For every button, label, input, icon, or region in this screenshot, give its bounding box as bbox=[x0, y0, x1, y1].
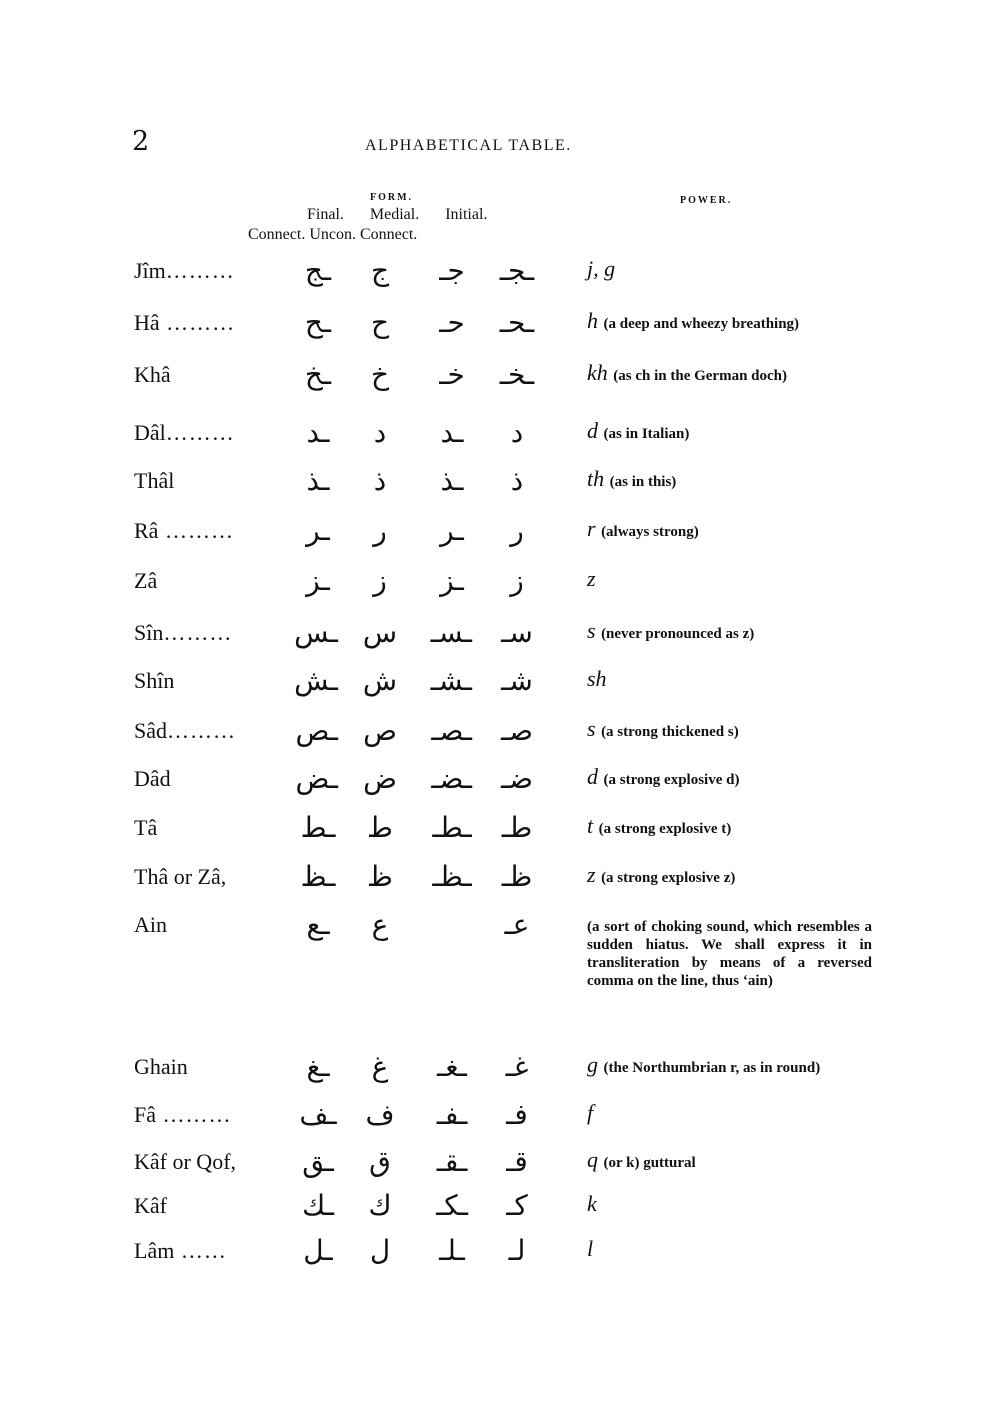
power-note: (as ch in the German doch) bbox=[613, 368, 788, 384]
power-description bbox=[587, 716, 872, 741]
medial-form: ـغـ bbox=[437, 1050, 467, 1083]
form-label: FORM. bbox=[370, 192, 414, 203]
final-connect-form: ـد bbox=[306, 416, 330, 449]
letter-name bbox=[134, 258, 235, 284]
final-connect-form: ـش bbox=[294, 664, 338, 697]
power-symbol: s bbox=[587, 618, 602, 643]
medial-form: جـ bbox=[439, 254, 465, 287]
final-connect-form: ـظ bbox=[300, 860, 336, 893]
leader-dots: ……… bbox=[165, 420, 235, 445]
letter-name bbox=[134, 362, 171, 388]
power-description bbox=[587, 1191, 872, 1216]
running-head: ALPHABETICAL TABLE. bbox=[365, 137, 572, 154]
letter-name bbox=[134, 620, 232, 646]
letter-name bbox=[134, 1054, 188, 1080]
leader-dots: ……… bbox=[159, 310, 236, 335]
letter-name bbox=[134, 718, 236, 744]
power-label: POWER. bbox=[680, 195, 733, 206]
final-connect-form: ـس bbox=[294, 616, 338, 649]
power-note: (a deep and wheezy breathing) bbox=[603, 316, 800, 332]
final-connect-form: ـج bbox=[304, 254, 332, 287]
letter-name-text: Tâ bbox=[134, 815, 158, 840]
letter-name bbox=[134, 912, 167, 938]
initial-form: ظـ bbox=[501, 860, 533, 893]
initial-form: ضـ bbox=[501, 762, 533, 795]
final-connect-form: ـف bbox=[299, 1098, 337, 1131]
power-description bbox=[587, 256, 872, 281]
power-description bbox=[587, 618, 872, 643]
letter-name-text: Shîn bbox=[134, 668, 175, 693]
final-uncon-form: ق bbox=[369, 1145, 391, 1178]
final-uncon-form: ل bbox=[369, 1234, 391, 1267]
power-description bbox=[587, 466, 872, 491]
final-uncon-form: ك bbox=[368, 1189, 392, 1222]
power-symbol: sh bbox=[587, 666, 607, 691]
power-description bbox=[587, 813, 872, 838]
initial-form: كـ bbox=[506, 1189, 528, 1222]
final-uncon-form: ص bbox=[363, 714, 397, 747]
letter-name-text: Jîm bbox=[134, 258, 166, 283]
final-connect-form: ـل bbox=[303, 1234, 333, 1267]
final-connect-form: ـر bbox=[306, 514, 330, 547]
final-uncon-form: س bbox=[362, 616, 398, 649]
initial-form: لـ bbox=[508, 1234, 526, 1267]
letter-name bbox=[134, 518, 234, 544]
power-symbol: th bbox=[587, 466, 610, 491]
final-uncon-form: ط bbox=[367, 811, 393, 844]
power-note: (a strong thickened s) bbox=[601, 724, 739, 740]
power-description bbox=[587, 1147, 872, 1172]
final-uncon-form: د bbox=[373, 416, 387, 449]
letter-name bbox=[134, 420, 235, 446]
power-symbol: k bbox=[587, 1191, 597, 1216]
letter-name bbox=[134, 668, 174, 694]
power-description bbox=[587, 1236, 872, 1261]
final-uncon-form: ع bbox=[371, 908, 389, 941]
power-note: (as in this) bbox=[609, 474, 677, 490]
power-symbol: j, g bbox=[587, 256, 616, 281]
final-uncon-form: ش bbox=[362, 664, 398, 697]
initial-form: ذ bbox=[510, 464, 524, 497]
letter-name-text: Fâ bbox=[134, 1102, 156, 1127]
power-symbol: s bbox=[587, 716, 602, 741]
medial-form: ـر bbox=[440, 514, 464, 547]
initial-form: ـحـ bbox=[499, 306, 535, 339]
power-note: (the Northumbrian r, as in round) bbox=[603, 1060, 821, 1076]
initial-form: غـ bbox=[505, 1050, 529, 1083]
letter-name bbox=[134, 568, 157, 594]
final-connect-form: ـط bbox=[300, 811, 336, 844]
power-symbol: g bbox=[587, 1052, 604, 1077]
power-description bbox=[587, 1052, 872, 1077]
power-description bbox=[587, 918, 872, 990]
letter-name-text: Lâm bbox=[134, 1238, 175, 1263]
letter-name-text: Zâ bbox=[134, 568, 158, 593]
power-symbol: r bbox=[587, 516, 602, 541]
letter-name bbox=[134, 468, 174, 494]
letter-name-text: Khâ bbox=[134, 362, 171, 387]
final-uncon-form: ذ bbox=[373, 464, 387, 497]
letter-name-text: Kâf or Qof, bbox=[134, 1149, 237, 1174]
power-description bbox=[587, 1100, 872, 1125]
letter-name-text: Dâl bbox=[134, 420, 166, 445]
medial-form: خـ bbox=[439, 358, 465, 391]
final-connect-form: ـص bbox=[295, 714, 338, 747]
letter-name-text: Kâf bbox=[134, 1193, 167, 1218]
leader-dots: …… bbox=[174, 1238, 227, 1263]
initial-form: صـ bbox=[501, 714, 533, 747]
initial-form: عـ bbox=[504, 908, 530, 941]
letter-name-text: Sîn bbox=[134, 620, 164, 645]
initial-form: فـ bbox=[506, 1098, 528, 1131]
medial-form: ـضـ bbox=[431, 762, 472, 795]
letter-name-text: Thâl bbox=[134, 468, 175, 493]
initial-form: ـجـ bbox=[499, 254, 535, 287]
power-description bbox=[587, 516, 872, 541]
final-uncon-form: ر bbox=[373, 514, 387, 547]
final-connect-form: ـك bbox=[302, 1189, 334, 1222]
power-note: (a strong explosive t) bbox=[598, 821, 732, 837]
leader-dots: ……… bbox=[167, 718, 236, 743]
column-subhead-bottom: Connect. Uncon. Connect. bbox=[248, 226, 418, 243]
initial-form: شـ bbox=[501, 664, 533, 697]
power-note: (a strong explosive d) bbox=[603, 772, 740, 788]
letter-name-text: Sâd bbox=[134, 718, 167, 743]
power-description bbox=[587, 360, 872, 385]
power-symbol: q bbox=[587, 1147, 604, 1172]
power-symbol: d bbox=[587, 764, 604, 789]
power-symbol: t bbox=[587, 813, 599, 838]
final-uncon-form: غ bbox=[371, 1050, 389, 1083]
medial-form: ـشـ bbox=[430, 664, 472, 697]
final-uncon-form: ح bbox=[370, 306, 390, 339]
letter-name bbox=[134, 1238, 227, 1264]
final-uncon-form: ض bbox=[363, 762, 397, 795]
power-note: (a strong explosive z) bbox=[601, 870, 736, 886]
letter-name bbox=[134, 1193, 167, 1219]
medial-form: ـلـ bbox=[439, 1234, 465, 1267]
power-note: (always strong) bbox=[601, 524, 699, 540]
medial-form: ـكـ bbox=[436, 1189, 468, 1222]
initial-form: ز bbox=[510, 564, 524, 597]
power-symbol: z bbox=[587, 566, 596, 591]
letter-name-text: Thâ or Zâ, bbox=[134, 864, 227, 889]
letter-name-text: Ghain bbox=[134, 1054, 188, 1079]
medial-form: ـظـ bbox=[432, 860, 472, 893]
page-number: 2 bbox=[132, 126, 150, 157]
final-uncon-form: ج bbox=[370, 254, 390, 287]
final-connect-form: ـذ bbox=[306, 464, 330, 497]
initial-form: ـخـ bbox=[499, 358, 535, 391]
power-description bbox=[587, 418, 872, 443]
letter-name bbox=[134, 766, 171, 792]
leader-dots: ……… bbox=[165, 258, 235, 283]
power-note: (as in Italian) bbox=[603, 426, 690, 442]
power-description bbox=[587, 308, 872, 333]
letter-name-text: Ain bbox=[134, 912, 167, 937]
letter-name bbox=[134, 1102, 232, 1128]
power-description bbox=[587, 666, 872, 691]
medial-form: ـصـ bbox=[431, 714, 472, 747]
final-connect-form: ـح bbox=[304, 306, 332, 339]
final-connect-form: ـع bbox=[306, 908, 330, 941]
power-note: (a sort of choking sound, which resembles a sudden hiatus. We shall express it in transliteration by means of a reversed comma on the line, thus ‘ain) bbox=[587, 919, 872, 989]
power-symbol: kh bbox=[587, 360, 614, 385]
leader-dots: ……… bbox=[158, 518, 234, 543]
final-uncon-form: ف bbox=[365, 1098, 395, 1131]
initial-form: قـ bbox=[506, 1145, 528, 1178]
letter-name bbox=[134, 864, 226, 890]
power-description bbox=[587, 862, 872, 887]
medial-form: ـد bbox=[440, 416, 464, 449]
initial-form: سـ bbox=[501, 616, 533, 649]
power-note: (or k) guttural bbox=[603, 1155, 696, 1171]
power-symbol: d bbox=[587, 418, 604, 443]
medial-form: ـطـ bbox=[432, 811, 472, 844]
leader-dots: ……… bbox=[156, 1102, 232, 1127]
initial-form: طـ bbox=[501, 811, 533, 844]
initial-form: ر bbox=[510, 514, 524, 547]
final-connect-form: ـخ bbox=[304, 358, 332, 391]
medial-form: ـقـ bbox=[436, 1145, 468, 1178]
power-description bbox=[587, 566, 872, 591]
medial-form: ـذ bbox=[440, 464, 464, 497]
final-connect-form: ـز bbox=[306, 564, 330, 597]
letter-name-text: Hâ bbox=[134, 310, 160, 335]
medial-form: ـز bbox=[440, 564, 464, 597]
final-connect-form: ـق bbox=[302, 1145, 334, 1178]
final-uncon-form: خ bbox=[370, 358, 390, 391]
letter-name-text: Dâd bbox=[134, 766, 171, 791]
power-description bbox=[587, 764, 872, 789]
initial-form: د bbox=[510, 416, 524, 449]
letter-name bbox=[134, 815, 157, 841]
letter-name-text: Râ bbox=[134, 518, 159, 543]
final-uncon-form: ظ bbox=[367, 860, 393, 893]
column-subhead-top: Final. Medial. Initial. bbox=[307, 206, 488, 223]
power-symbol: h bbox=[587, 308, 604, 333]
power-note: (never pronounced as z) bbox=[601, 626, 755, 642]
power-symbol: z bbox=[587, 862, 602, 887]
medial-form: ـسـ bbox=[430, 616, 472, 649]
final-connect-form: ـغ bbox=[306, 1050, 330, 1083]
power-symbol: f bbox=[587, 1100, 594, 1125]
final-connect-form: ـض bbox=[295, 762, 338, 795]
medial-form: ـفـ bbox=[436, 1098, 468, 1131]
medial-form: حـ bbox=[439, 306, 465, 339]
letter-name bbox=[134, 310, 235, 336]
final-uncon-form: ز bbox=[373, 564, 387, 597]
letter-name bbox=[134, 1149, 236, 1175]
leader-dots: ……… bbox=[163, 620, 233, 645]
power-symbol: l bbox=[587, 1236, 594, 1261]
